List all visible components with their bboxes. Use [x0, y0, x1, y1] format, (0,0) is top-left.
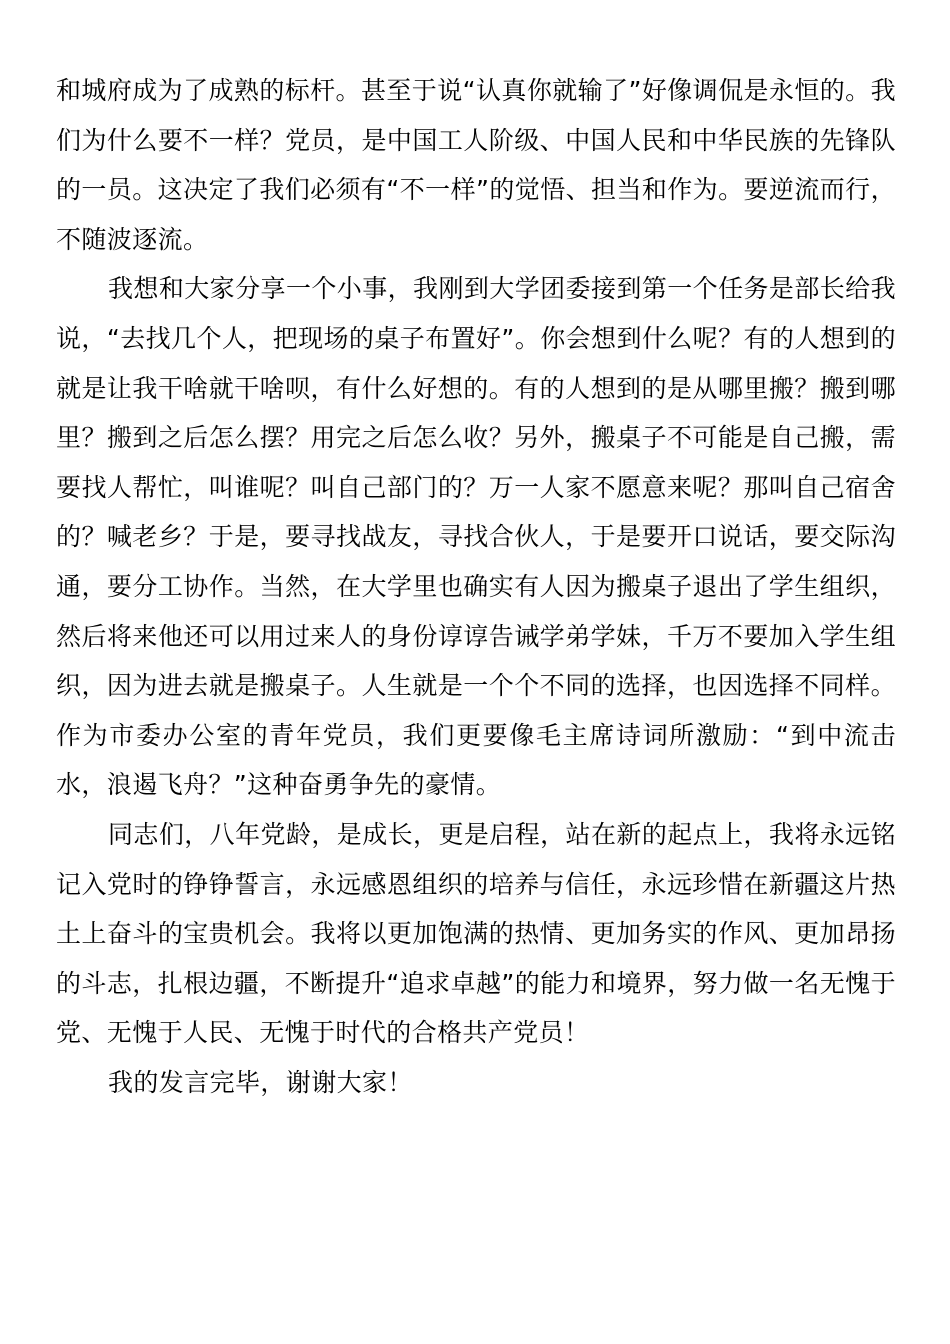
paragraph-4: 我的发言完毕，谢谢大家！ [108, 1067, 413, 1097]
document-page [56, 66, 896, 1107]
paragraph-1: 和城府成为了成熟的标杆。甚至于说“认真你就输了”好像调侃是永恒的。我们为什么要不一样？党员，是中国工人阶级、中国人民和中华民族的先锋队的一员。这决定了我们必须有“不一样”的觉悟、担当和作为。要逆流而行，不随波逐流。 [56, 76, 896, 254]
paragraph-2: 我想和大家分享一个小事，我刚到大学团委接到第一个任务是部长给我说，“去找几个人，把现场的桌子布置好”。你会想到什么呢？有的人想到的就是让我干啥就干啥呗，有什么好想的。有的人想到的是从哪里搬？搬到哪里？搬到之后怎么摆？用完之后怎么收？另外，搬桌子不可能是自己搬，需要找人帮忙，叫谁呢？叫自己部门的？万一人家不愿意来呢？那叫自己宿舍的？喊老乡？于是，要寻找战友，寻找合伙人，于是要开口说话，要交际沟通，要分工协作。当然，在大学里也确实有人因为搬桌子退出了学生组织，然后将来他还可以用过来人的身份谆谆告诫学弟学妹，千万不要加入学生组织，因为进去就是搬桌子。人生就是一个个不同的选择，也因选择不同样。作为市委办公室的青年党员，我们更要像毛主席诗词所激励：“到中流击水，浪遏飞舟？”这种奋勇争先的豪情。 [56, 274, 896, 800]
paragraph-3: 同志们，八年党龄，是成长，更是启程，站在新的起点上，我将永远铭记入党时的铮铮誓言，永远感恩组织的培养与信任，永远珍惜在新疆这片热土上奋斗的宝贵机会。我将以更加饱满的热情、更加务实的作风、更加昂扬的斗志，扎根边疆，不断提升“追求卓越”的能力和境界，努力做一名无愧于党、无愧于人民、无愧于时代的合格共产党员！ [56, 819, 896, 1048]
